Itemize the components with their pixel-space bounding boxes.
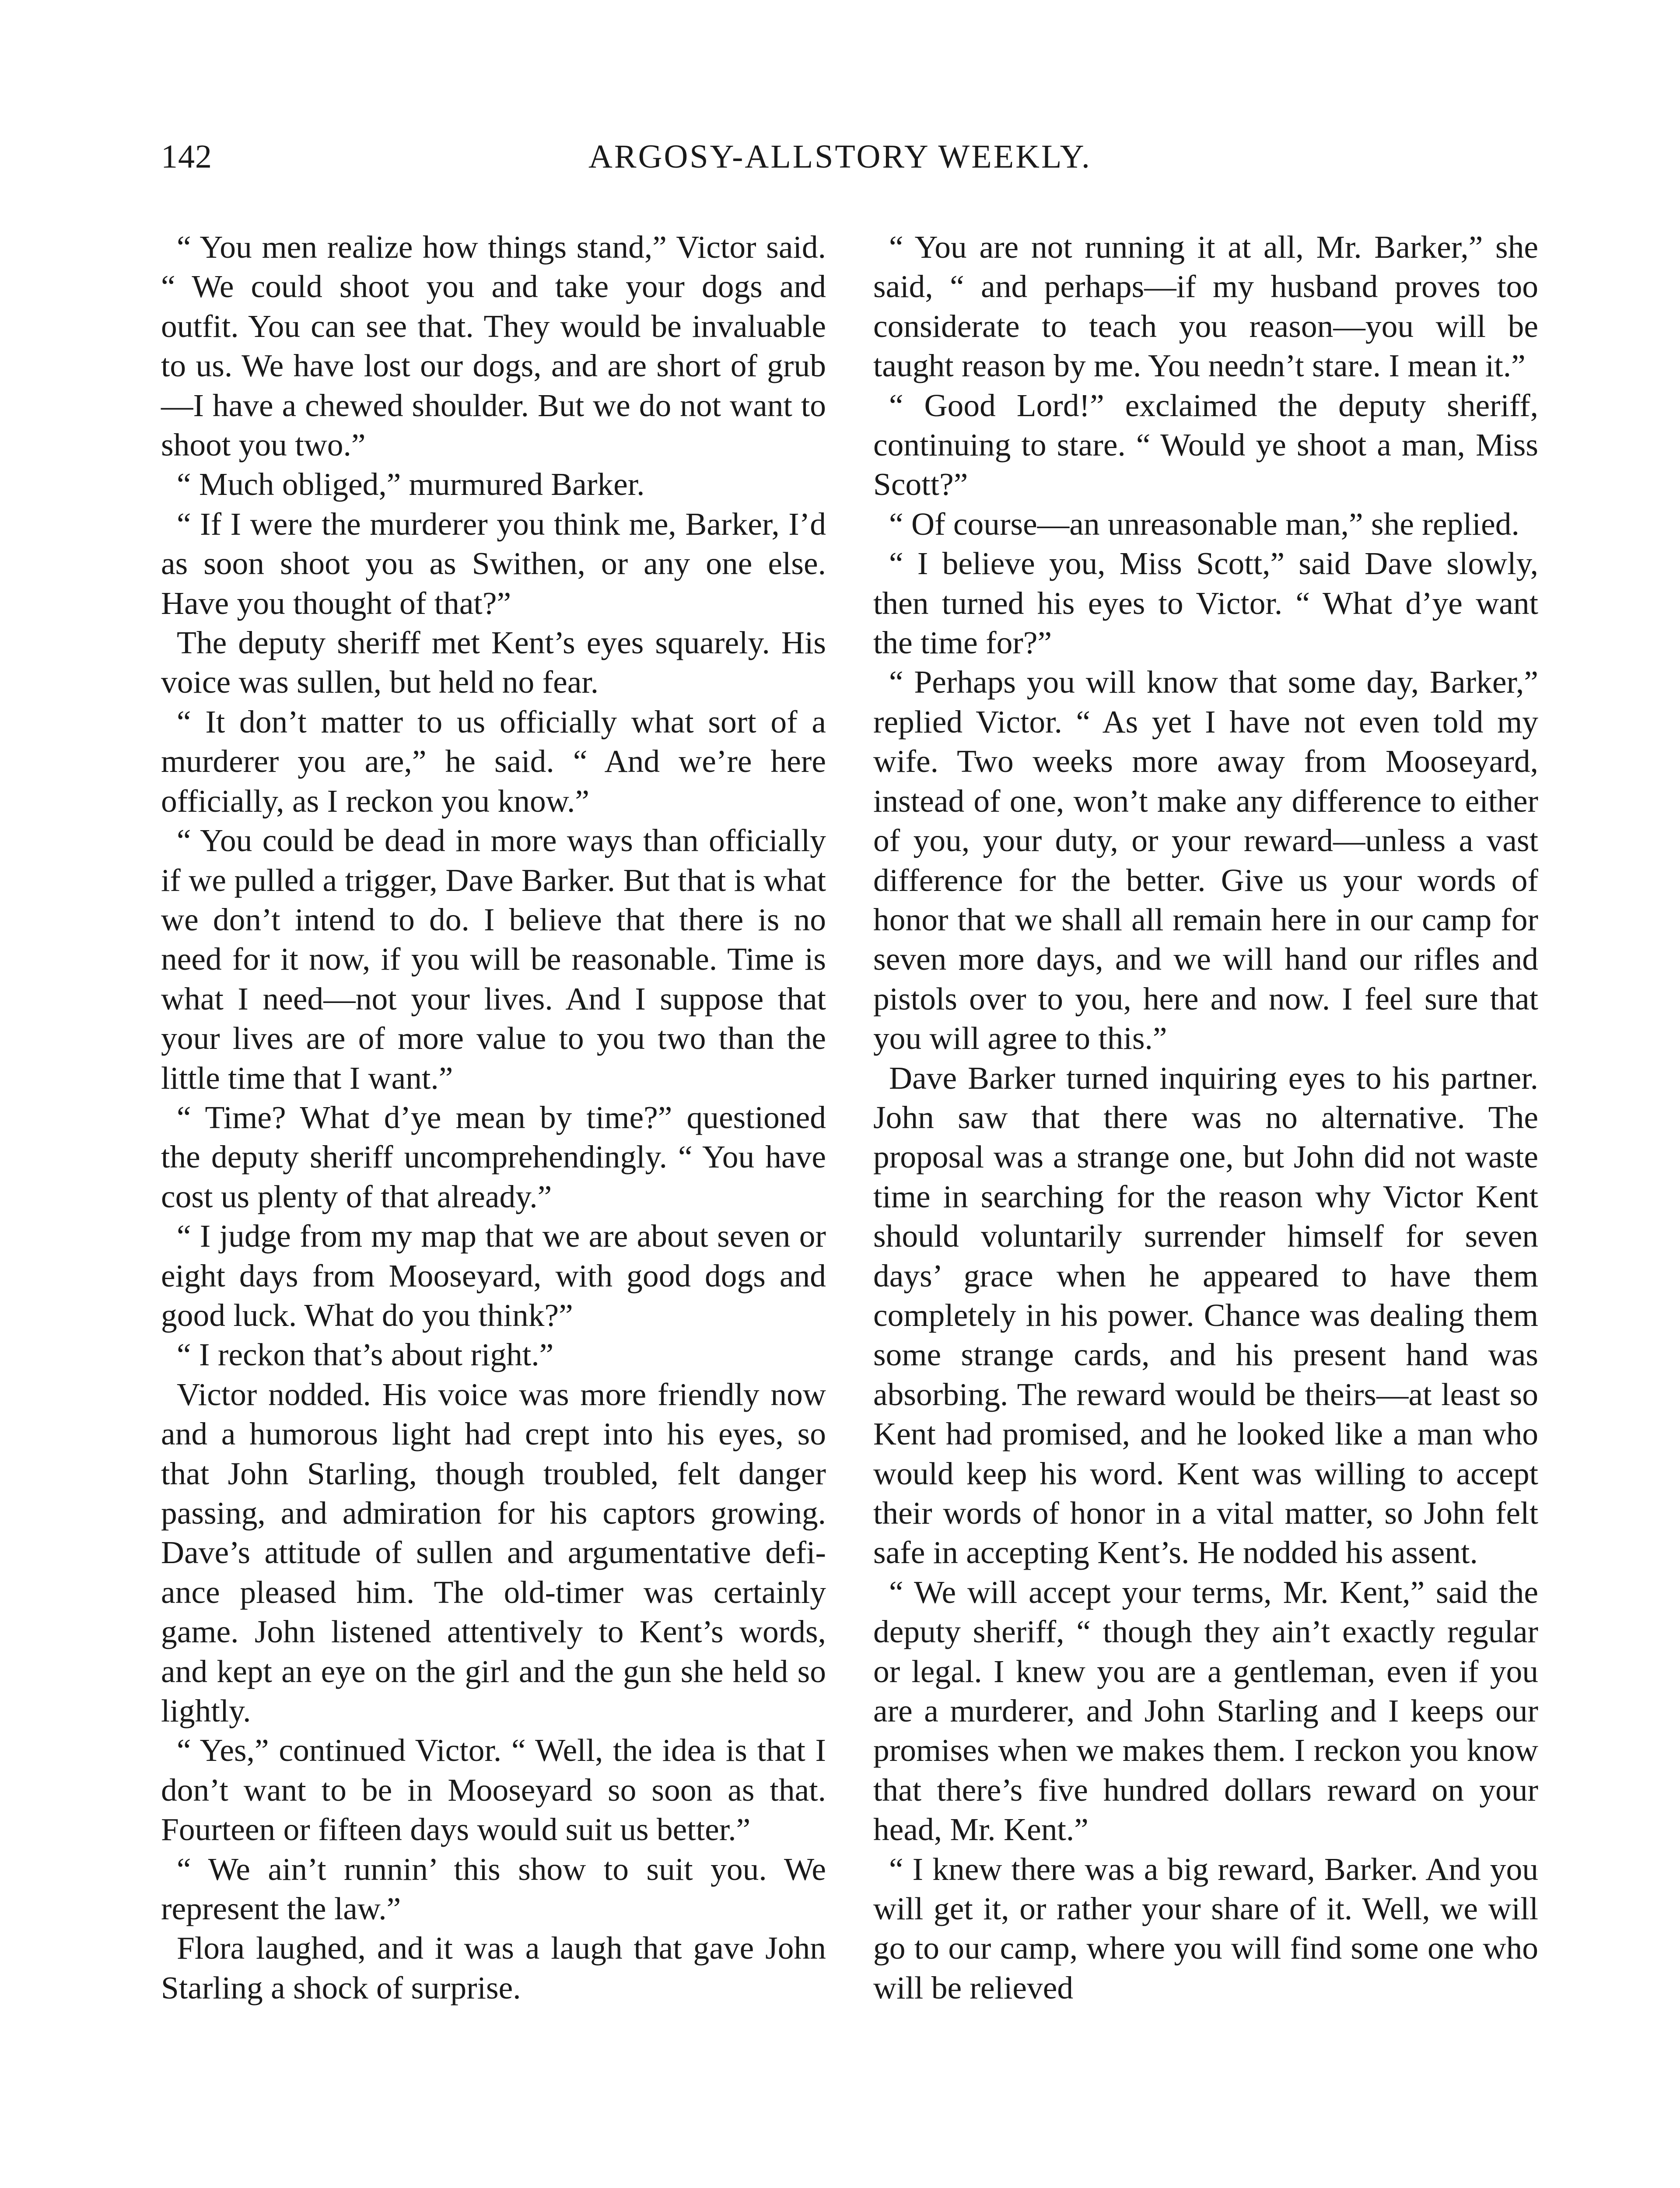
paragraph: “ I believe you, Miss Scott,” said Dave slowly, then turned his eyes to Victor. “ What d’ye want the time for?” (873, 546, 1538, 661)
paragraph: “ If I were the murderer you think me, Barker, I’d as soon shoot you as Swithen, or any one else. Have you thought of that?” (161, 506, 826, 621)
page-number: 142 (161, 138, 212, 175)
paragraph: “ You men realize how things stand,” Victor said. “ We could shoot you and take your dogs and outfit. You can see that. They would be invaluable to us. We have lost our dogs, and are short of grub—I have a chewed shoulder. But we do not want to shoot you two.” (161, 229, 826, 463)
paragraph: “ Of course—an unreasonable man,” she replied. (889, 506, 1519, 542)
right-column (873, 228, 1538, 2008)
paragraph: “ We will accept your terms, Mr. Kent,” said the deputy sheriff, “ though they ain’t exactly regular or legal. I knew you are a gentleman, even if you are a murderer, and John Starling and I keeps our promises when we makes them. I reckon you know that there’s five hundred dollars reward on your head, Mr. Kent.” (873, 1574, 1538, 1848)
paragraph: “ Yes,” continued Victor. “ Well, the idea is that I don’t want to be in Mooseyard so soon as that. Fourteen or fifteen days would suit us better.” (161, 1732, 826, 1848)
paragraph: “ We ain’t runnin’ this show to suit you. We represent the law.” (161, 1851, 826, 1927)
paragraph: “ Perhaps you will know that some day, Barker,” replied Victor. “ As yet I have not even told my wife. Two weeks more away from Mooseyard, instead of one, won’t make any difference to either of you, your duty, or your reward—unless a vast difference for the better. Give us your words of honor that we shall all remain here in our camp for seven more days, and we will hand our rifles and pistols over to you, here and now. I feel sure that you will agree to this.” (873, 664, 1538, 1056)
paragraph: “ I judge from my map that we are about seven or eight days from Mooseyard, with good dogs and good luck. What do you think?” (161, 1218, 826, 1333)
paragraph: “ You are not running it at all, Mr. Barker,” she said, “ and perhaps—if my husband proves too considerate to teach you reason—you will be taught reason by me. You needn’t stare. I mean it.” (873, 229, 1538, 384)
paragraph: Flora laughed, and it was a laugh that gave John Starling a shock of surprise. (161, 1930, 826, 2006)
left-column (161, 228, 826, 2008)
paragraph: “ I reckon that’s about right.” (177, 1337, 554, 1373)
paragraph: “ Much obliged,” murmured Barker. (177, 466, 645, 502)
paragraph: The deputy sheriff met Kent’s eyes squarely. His voice was sullen, but held no fear. (161, 625, 826, 700)
paragraph: “ Good Lord!” exclaimed the deputy sheriff, continuing to stare. “ Would ye shoot a man, Miss Scott?” (873, 387, 1538, 502)
paragraph: “ You could be dead in more ways than officially if we pulled a trigger, Dave Barker. But that is what we don’t intend to do. I believe that there is no need for it now, if you will be reasonable. Time is what I need—not your lives. And I suppose that your lives are of more value to you two than the little time that I want.” (161, 823, 826, 1096)
paragraph: Dave Barker turned inquiring eyes to his partner. John saw that there was no alternative. The proposal was a strange one, but John did not waste time in searching for the reason why Victor Kent should voluntarily surrender himself for seven days’ grace when he appeared to have them completely in his power. Chance was dealing them some strange cards, and his present hand was absorbing. The reward would be theirs—at least so Kent had promised, and he looked like a man who would keep his word. Kent was willing to accept their words of honor in a vital matter, so John felt safe in accepting Kent’s. He nodded his assent. (873, 1060, 1538, 1571)
paragraph: “ I knew there was a big reward, Barker. And you will get it, or rather your share of it. Well, we will go to our camp, where you will find some one who will be relieved (873, 1851, 1538, 2006)
paragraph: “ Time? What d’ye mean by time?” questioned the deputy sheriff uncomprehendingly. “ You have cost us plenty of that already.” (161, 1099, 826, 1214)
running-head: ARGOSY-ALLSTORY WEEKLY. (588, 138, 1092, 175)
paragraph: Victor nodded. His voice was more friendly now and a humorous light had crept into his eyes, so that John Starling, though troubled, felt danger passing, and admiration for his captors growing. Dave’s attitude of sullen and argumentative defiance pleased him. The old-timer was certainly game. John listened attentively to Kent’s words, and kept an eye on the girl and the gun she held so lightly. (161, 1376, 826, 1729)
paragraph: “ It don’t matter to us officially what sort of a murderer you are,” he said. “ And we’re here officially, as I reckon you know.” (161, 704, 826, 819)
